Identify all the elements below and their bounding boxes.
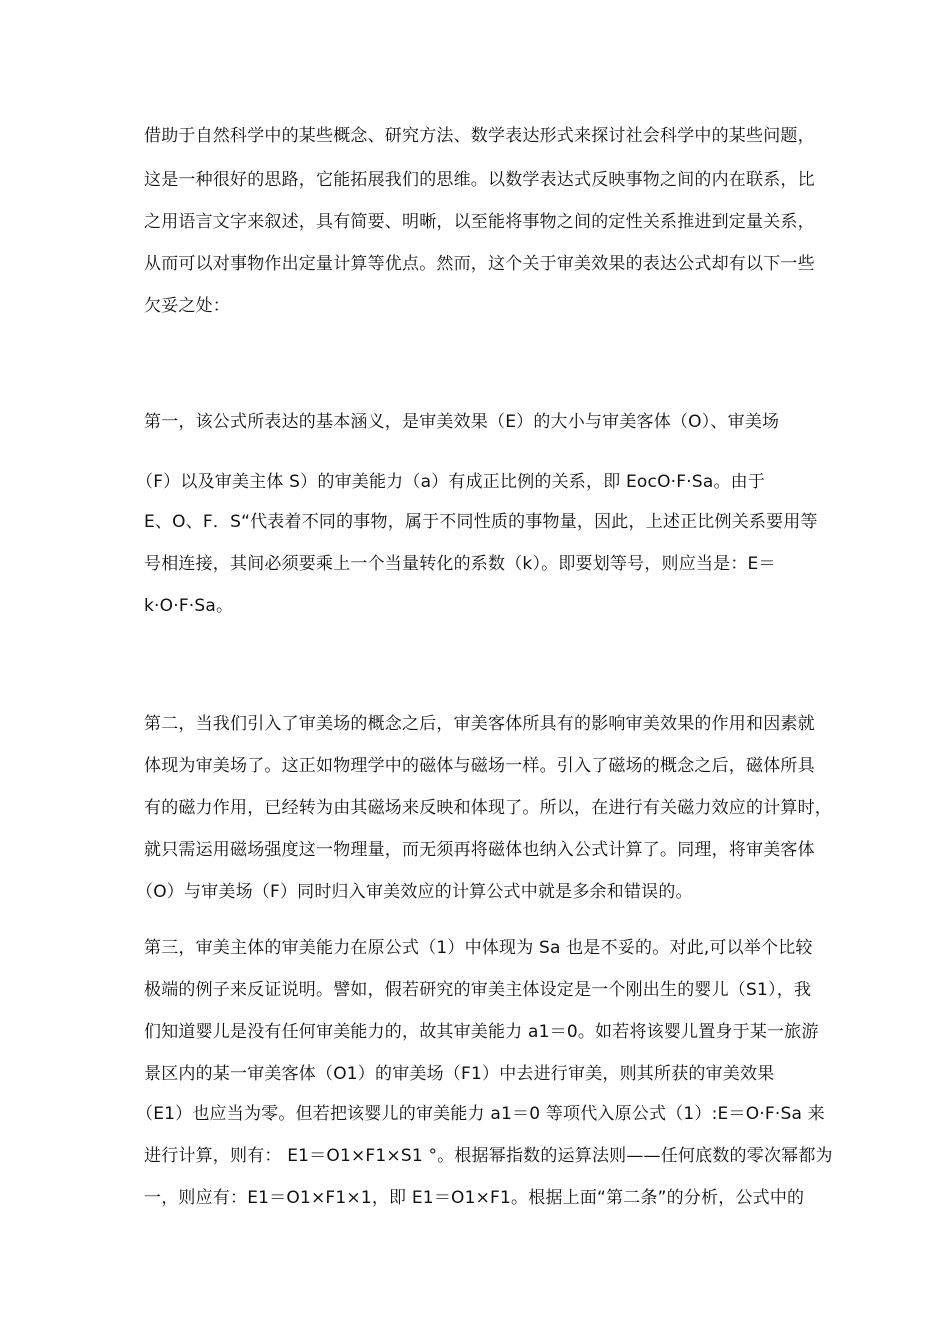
intro-line-1: 借助于自然科学中的某些概念、研究方法、数学表达形式来探讨社会科学中的某些问题，: [144, 126, 815, 146]
point1-line-1: 第一，该公式所表达的基本涵义，是审美效果（E）的大小与审美客体（O）、审美场: [144, 412, 780, 432]
point3-line-2: 极端的例子来反证说明。譬如，假若研究的审美主体设定是一个刚出生的婴儿（S1），我: [144, 980, 812, 1000]
point1-line-5: k·O·F·Sa。: [144, 596, 234, 616]
point3-line-5: （E1）也应当为零。但若把该婴儿的审美能力 a1＝0 等项代入原公式（1）:E＝O·F·Sa 来: [136, 1104, 825, 1124]
point3-line-1: 第三，审美主体的审美能力在原公式（1）中体现为 Sa 也是不妥的。对此,可以举个比较: [144, 938, 813, 958]
intro-line-3: 之用语言文字来叙述，具有简要、明晰，以至能将事物之间的定性关系推进到定量关系，: [144, 212, 815, 232]
intro-line-4: 从而可以对事物作出定量计算等优点。然而，这个关于审美效果的表达公式却有以下一些: [144, 254, 815, 274]
point1-line-4: 号相连接，其间必须要乘上一个当量转化的系数（k）。即要划等号，则应当是：E＝: [144, 554, 776, 574]
point3-line-4: 景区内的某一审美客体（O1）的审美场（F1）中去进行审美，则其所获的审美效果: [144, 1064, 775, 1084]
point2-line-1: 第二，当我们引入了审美场的概念之后，审美客体所具有的影响审美效果的作用和因素就: [144, 714, 815, 734]
point3-line-3: 们知道婴儿是没有任何审美能力的，故其审美能力 a1＝0。如若将该婴儿置身于某一旅游: [144, 1022, 819, 1042]
point2-line-4: 就只需运用磁场强度这一物理量，而无须再将磁体也纳入公式计算了。同理，将审美客体: [144, 840, 815, 860]
intro-line-5: 欠妥之处：: [144, 296, 230, 316]
intro-line-2: 这是一种很好的思路，它能拓展我们的思维。以数学表达式反映事物之间的内在联系，比: [144, 170, 815, 190]
point3-line-6: 进行计算，则有： E1＝O1×F1×S1 °。根据幂指数的运算法则——任何底数的零次幂都为: [144, 1146, 833, 1166]
point2-line-3: 有的磁力作用，已经转为由其磁场来反映和体现了。所以，在进行有关磁力效应的计算时，: [144, 798, 832, 818]
point2-line-5: （O）与审美场（F）同时归入审美效应的计算公式中就是多余和错误的。: [136, 882, 693, 902]
point2-line-2: 体现为审美场了。这正如物理学中的磁体与磁场一样。引入了磁场的概念之后，磁体所具: [144, 756, 815, 776]
point1-line-3: E、O、F．S“代表着不同的事物，属于不同性质的事物量，因此，上述正比例关系要用等: [144, 512, 818, 532]
point1-line-2: （F）以及审美主体 S）的审美能力（a）有成正比例的关系，即 EocO·F·Sa。由于: [136, 472, 766, 492]
point3-line-7: 一，则应有：E1＝O1×F1×1，即 E1＝O1×F1。根据上面“第二条”的分析，公式中的: [144, 1188, 805, 1208]
